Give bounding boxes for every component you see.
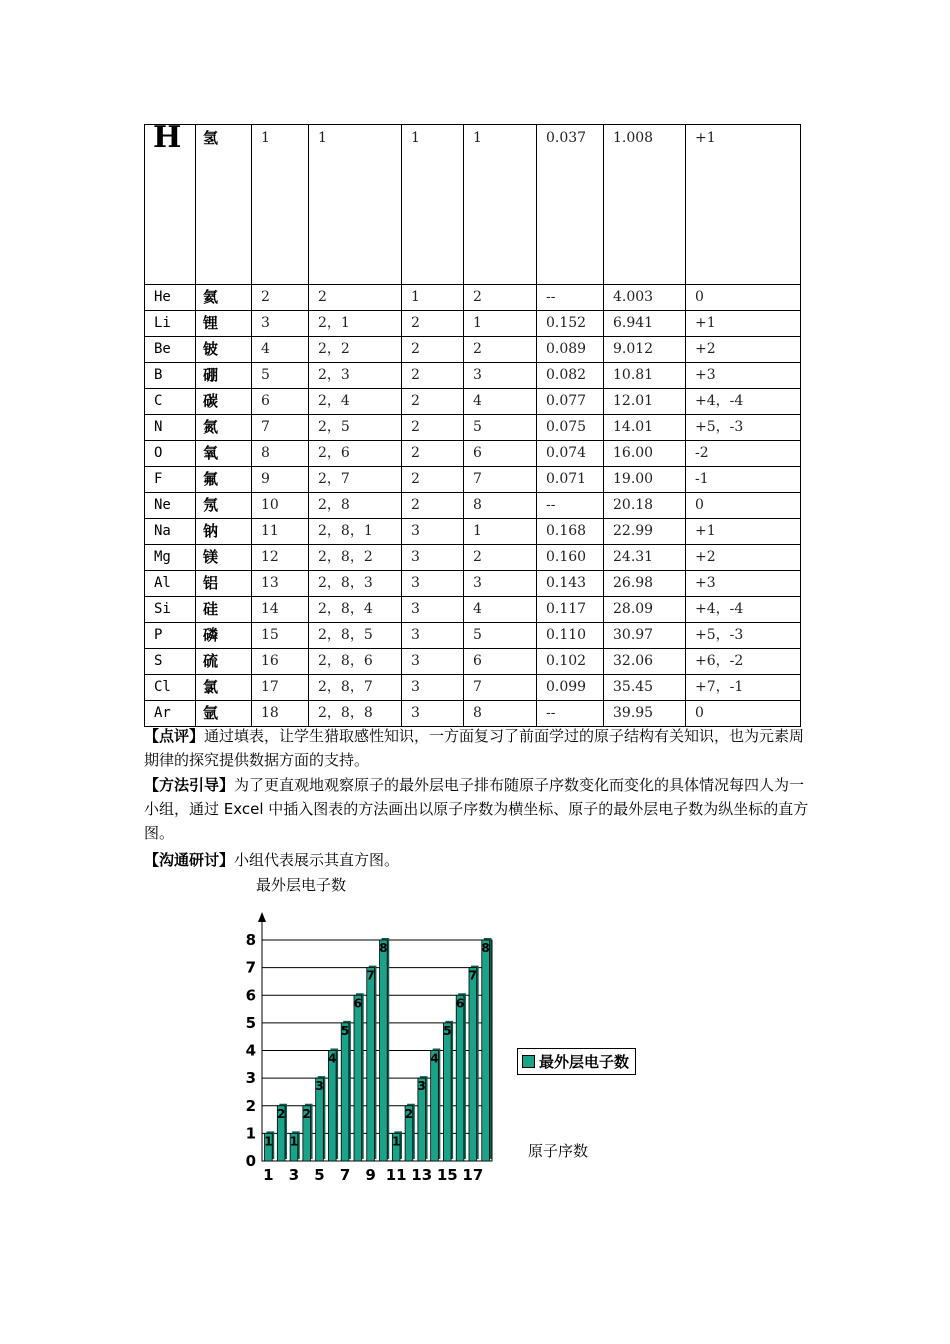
cell-mass: 39.95 <box>604 701 686 727</box>
cell-name: 锂 <box>196 311 252 337</box>
cell-z: 8 <box>252 441 309 467</box>
cell-z: 9 <box>252 467 309 493</box>
cell-config: 2，8，8 <box>309 701 402 727</box>
cell-symbol: F <box>145 467 196 493</box>
cell-mass: 20.18 <box>604 493 686 519</box>
cell-symbol: Ar <box>145 701 196 727</box>
cell-name: 氩 <box>196 701 252 727</box>
cell-symbol: P <box>145 623 196 649</box>
cell-mass: 12.01 <box>604 389 686 415</box>
cell-name: 氦 <box>196 285 252 311</box>
cell-name: 硫 <box>196 649 252 675</box>
cell-valence: +1 <box>686 519 801 545</box>
element-table-body <box>145 125 801 727</box>
cell-valence: +2 <box>686 337 801 363</box>
bar-data-label: 8 <box>379 941 388 955</box>
cell-valence: +3 <box>686 363 801 389</box>
bar-data-label: 4 <box>430 1051 439 1066</box>
cell-z: 4 <box>252 337 309 363</box>
cell-z: 17 <box>252 675 309 701</box>
x-tick-label: 13 <box>411 1166 433 1184</box>
x-tick-label: 9 <box>365 1166 376 1184</box>
cell-radius: 0.152 <box>537 311 604 337</box>
cell-valence: 0 <box>686 493 801 519</box>
cell-name: 钠 <box>196 519 252 545</box>
cell-symbol: Cl <box>145 675 196 701</box>
cell-shells: 2 <box>402 441 464 467</box>
bar <box>443 1023 451 1161</box>
table-row <box>145 571 801 597</box>
table-row <box>145 701 801 727</box>
cell-config: 2，2 <box>309 337 402 363</box>
table-row <box>145 597 801 623</box>
cell-name: 氢 <box>196 125 252 285</box>
cell-mass: 22.99 <box>604 519 686 545</box>
cell-outer: 1 <box>464 519 537 545</box>
cell-mass: 1.008 <box>604 125 686 285</box>
x-tick-label: 17 <box>462 1166 484 1184</box>
table-row <box>145 415 801 441</box>
cell-name: 磷 <box>196 623 252 649</box>
cell-z: 15 <box>252 623 309 649</box>
cell-outer: 4 <box>464 597 537 623</box>
bar-data-label: 8 <box>481 941 490 955</box>
cell-symbol: Ne <box>145 493 196 519</box>
cell-config: 2，8，6 <box>309 649 402 675</box>
cell-symbol: H <box>145 125 196 285</box>
chart-legend <box>517 1048 636 1075</box>
cell-symbol: S <box>145 649 196 675</box>
cell-symbol: Be <box>145 337 196 363</box>
bar <box>431 1051 439 1162</box>
x-tick-label: 7 <box>339 1166 351 1184</box>
cell-radius: 0.075 <box>537 415 604 441</box>
cell-name: 氮 <box>196 415 252 441</box>
cell-valence: -2 <box>686 441 801 467</box>
cell-shells: 2 <box>402 467 464 493</box>
cell-symbol: He <box>145 285 196 311</box>
cell-outer: 3 <box>464 571 537 597</box>
bar-data-label: 7 <box>468 968 478 983</box>
cell-symbol: N <box>145 415 196 441</box>
cell-shells: 3 <box>402 701 464 727</box>
discuss-tag: 【沟通研讨】 <box>144 851 235 869</box>
cell-z: 10 <box>252 493 309 519</box>
table-row <box>145 649 801 675</box>
chart-canvas <box>236 872 656 1192</box>
cell-symbol: O <box>145 441 196 467</box>
table-row <box>145 125 801 285</box>
bar <box>380 940 388 1161</box>
x-axis-title: 原子序数 <box>528 1142 589 1160</box>
y-tick-label: 2 <box>245 1096 256 1115</box>
cell-mass: 30.97 <box>604 623 686 649</box>
bar <box>354 995 362 1161</box>
outer-electron-histogram <box>236 872 656 1192</box>
cell-z: 11 <box>252 519 309 545</box>
bar-data-label: 5 <box>340 1023 350 1038</box>
cell-radius: -- <box>537 493 604 519</box>
cell-radius: 0.074 <box>537 441 604 467</box>
cell-shells: 3 <box>402 649 464 675</box>
cell-shells: 3 <box>402 597 464 623</box>
cell-z: 2 <box>252 285 309 311</box>
cell-valence: +1 <box>686 125 801 285</box>
bar-data-label: 6 <box>455 996 465 1011</box>
cell-name: 氖 <box>196 493 252 519</box>
cell-config: 2，8，1 <box>309 519 402 545</box>
cell-radius: 0.089 <box>537 337 604 363</box>
cell-config: 2，8 <box>309 493 402 519</box>
cell-z: 12 <box>252 545 309 571</box>
x-tick-label: 1 <box>263 1166 274 1184</box>
cell-shells: 2 <box>402 337 464 363</box>
cell-valence: +3 <box>686 571 801 597</box>
bar-data-label: 6 <box>353 996 363 1011</box>
review-paragraph <box>144 724 814 772</box>
cell-shells: 2 <box>402 415 464 441</box>
cell-name: 氧 <box>196 441 252 467</box>
cell-mass: 6.941 <box>604 311 686 337</box>
cell-radius: 0.082 <box>537 363 604 389</box>
cell-valence: +7，-1 <box>686 675 801 701</box>
element-data-table <box>144 124 801 727</box>
cell-mass: 26.98 <box>604 571 686 597</box>
bar-data-label: 2 <box>404 1106 414 1121</box>
bar-data-label: 3 <box>417 1079 426 1094</box>
cell-outer: 1 <box>464 311 537 337</box>
cell-radius: 0.099 <box>537 675 604 701</box>
bar <box>456 995 464 1161</box>
table-row <box>145 363 801 389</box>
bar <box>482 940 490 1161</box>
cell-config: 2，1 <box>309 311 402 337</box>
cell-symbol: Li <box>145 311 196 337</box>
y-tick-label: 7 <box>245 958 256 977</box>
bar-data-label: 5 <box>443 1023 452 1038</box>
bar-data-label: 2 <box>302 1106 311 1121</box>
cell-z: 1 <box>252 125 309 285</box>
cell-symbol: Si <box>145 597 196 623</box>
cell-shells: 3 <box>402 545 464 571</box>
cell-valence: +5，-3 <box>686 415 801 441</box>
cell-outer: 4 <box>464 389 537 415</box>
cell-config: 2，8，4 <box>309 597 402 623</box>
cell-valence: 0 <box>686 285 801 311</box>
bar-data-label: 4 <box>328 1051 337 1066</box>
cell-valence: +4，-4 <box>686 597 801 623</box>
y-tick-label: 5 <box>245 1013 256 1032</box>
cell-valence: +1 <box>686 311 801 337</box>
review-tag: 【点评】 <box>144 727 205 745</box>
cell-outer: 2 <box>464 337 537 363</box>
y-tick-label: 1 <box>245 1124 256 1143</box>
cell-outer: 1 <box>464 125 537 285</box>
cell-radius: 0.102 <box>537 649 604 675</box>
cell-z: 13 <box>252 571 309 597</box>
bar-data-label: 1 <box>264 1134 273 1149</box>
cell-outer: 2 <box>464 285 537 311</box>
cell-valence: +6，-2 <box>686 649 801 675</box>
method-paragraph <box>144 773 814 845</box>
cell-config: 2，7 <box>309 467 402 493</box>
cell-config: 2，5 <box>309 415 402 441</box>
cell-radius: 0.160 <box>537 545 604 571</box>
table-row <box>145 519 801 545</box>
cell-valence: +4，-4 <box>686 389 801 415</box>
cell-outer: 5 <box>464 415 537 441</box>
y-tick-label: 8 <box>245 931 256 949</box>
cell-name: 铍 <box>196 337 252 363</box>
y-tick-label: 3 <box>245 1069 256 1088</box>
cell-mass: 4.003 <box>604 285 686 311</box>
cell-mass: 19.00 <box>604 467 686 493</box>
bar-data-label: 1 <box>391 1134 401 1149</box>
discuss-text: 小组代表展示其直方图。 <box>234 851 400 869</box>
bar <box>469 968 477 1161</box>
cell-symbol: Al <box>145 571 196 597</box>
cell-name: 氟 <box>196 467 252 493</box>
cell-outer: 7 <box>464 675 537 701</box>
bar-data-label: 1 <box>289 1134 299 1149</box>
table-row <box>145 545 801 571</box>
cell-radius: 0.071 <box>537 467 604 493</box>
cell-shells: 3 <box>402 519 464 545</box>
y-tick-label: 4 <box>245 1041 256 1060</box>
cell-outer: 8 <box>464 701 537 727</box>
cell-mass: 9.012 <box>604 337 686 363</box>
table-row <box>145 285 801 311</box>
cell-mass: 35.45 <box>604 675 686 701</box>
cell-mass: 32.06 <box>604 649 686 675</box>
cell-symbol: Na <box>145 519 196 545</box>
cell-config: 2 <box>309 285 402 311</box>
x-tick-label: 11 <box>385 1166 407 1184</box>
y-tick-label: 0 <box>245 1152 256 1170</box>
cell-mass: 28.09 <box>604 597 686 623</box>
bar <box>367 968 375 1161</box>
cell-z: 6 <box>252 389 309 415</box>
discuss-paragraph <box>144 848 814 872</box>
cell-z: 3 <box>252 311 309 337</box>
cell-config: 2，3 <box>309 363 402 389</box>
cell-radius: -- <box>537 285 604 311</box>
cell-outer: 5 <box>464 623 537 649</box>
table-row <box>145 389 801 415</box>
cell-mass: 14.01 <box>604 415 686 441</box>
cell-outer: 8 <box>464 493 537 519</box>
cell-valence: -1 <box>686 467 801 493</box>
y-axis-arrow <box>258 912 266 922</box>
cell-config: 2，8，7 <box>309 675 402 701</box>
cell-z: 18 <box>252 701 309 727</box>
cell-shells: 3 <box>402 571 464 597</box>
review-text: 通过填表，让学生猎取感性知识，一方面复习了前面学过的原子结构有关知识，也为元素周期律的探究提供数据方面的支持。 <box>144 727 805 769</box>
cell-mass: 24.31 <box>604 545 686 571</box>
bar-data-label: 2 <box>276 1106 286 1121</box>
cell-shells: 2 <box>402 311 464 337</box>
cell-z: 14 <box>252 597 309 623</box>
cell-symbol: C <box>145 389 196 415</box>
cell-name: 铝 <box>196 571 252 597</box>
cell-outer: 2 <box>464 545 537 571</box>
cell-shells: 3 <box>402 675 464 701</box>
cell-symbol: B <box>145 363 196 389</box>
cell-z: 16 <box>252 649 309 675</box>
cell-radius: -- <box>537 701 604 727</box>
cell-outer: 6 <box>464 649 537 675</box>
bar-data-label: 3 <box>315 1079 324 1094</box>
cell-mass: 10.81 <box>604 363 686 389</box>
cell-outer: 6 <box>464 441 537 467</box>
cell-radius: 0.077 <box>537 389 604 415</box>
table-row <box>145 467 801 493</box>
cell-symbol: Mg <box>145 545 196 571</box>
table-row <box>145 441 801 467</box>
cell-shells: 1 <box>402 285 464 311</box>
method-text: 为了更直观地观察原子的最外层电子排布随原子序数变化而变化的具体情况每四人为一小组，通过 Excel 中插入图表的方法画出以原子序数为横坐标、原子的最外层电子数为纵坐标的直方图。 <box>144 776 809 842</box>
table-row <box>145 337 801 363</box>
cell-mass: 16.00 <box>604 441 686 467</box>
legend-swatch <box>522 1055 535 1068</box>
cell-valence: +2 <box>686 545 801 571</box>
cell-valence: +5，-3 <box>686 623 801 649</box>
cell-z: 5 <box>252 363 309 389</box>
cell-name: 硼 <box>196 363 252 389</box>
table-row <box>145 493 801 519</box>
bar-data-label: 7 <box>366 968 375 983</box>
cell-outer: 7 <box>464 467 537 493</box>
cell-config: 2，4 <box>309 389 402 415</box>
cell-radius: 0.143 <box>537 571 604 597</box>
cell-valence: 0 <box>686 701 801 727</box>
y-tick-label: 6 <box>245 986 256 1005</box>
cell-shells: 2 <box>402 493 464 519</box>
chart-title: 最外层电子数 <box>256 876 347 894</box>
cell-config: 2，8，5 <box>309 623 402 649</box>
table-row <box>145 311 801 337</box>
cell-name: 氯 <box>196 675 252 701</box>
cell-shells: 2 <box>402 389 464 415</box>
x-tick-label: 5 <box>314 1166 325 1184</box>
cell-name: 镁 <box>196 545 252 571</box>
cell-config: 1 <box>309 125 402 285</box>
table-row <box>145 623 801 649</box>
x-tick-label: 3 <box>288 1166 300 1184</box>
cell-radius: 0.117 <box>537 597 604 623</box>
cell-outer: 3 <box>464 363 537 389</box>
cell-config: 2，8，3 <box>309 571 402 597</box>
table-row <box>145 675 801 701</box>
cell-radius: 0.168 <box>537 519 604 545</box>
bar <box>328 1051 336 1162</box>
cell-config: 2，8，2 <box>309 545 402 571</box>
method-tag: 【方法引导】 <box>144 776 235 794</box>
cell-name: 硅 <box>196 597 252 623</box>
cell-z: 7 <box>252 415 309 441</box>
legend-label: 最外层电子数 <box>539 1053 630 1071</box>
cell-radius: 0.037 <box>537 125 604 285</box>
bar <box>341 1023 349 1161</box>
cell-shells: 3 <box>402 623 464 649</box>
x-tick-label: 15 <box>436 1166 458 1184</box>
cell-shells: 2 <box>402 363 464 389</box>
cell-shells: 1 <box>402 125 464 285</box>
cell-radius: 0.110 <box>537 623 604 649</box>
cell-name: 碳 <box>196 389 252 415</box>
cell-config: 2，6 <box>309 441 402 467</box>
